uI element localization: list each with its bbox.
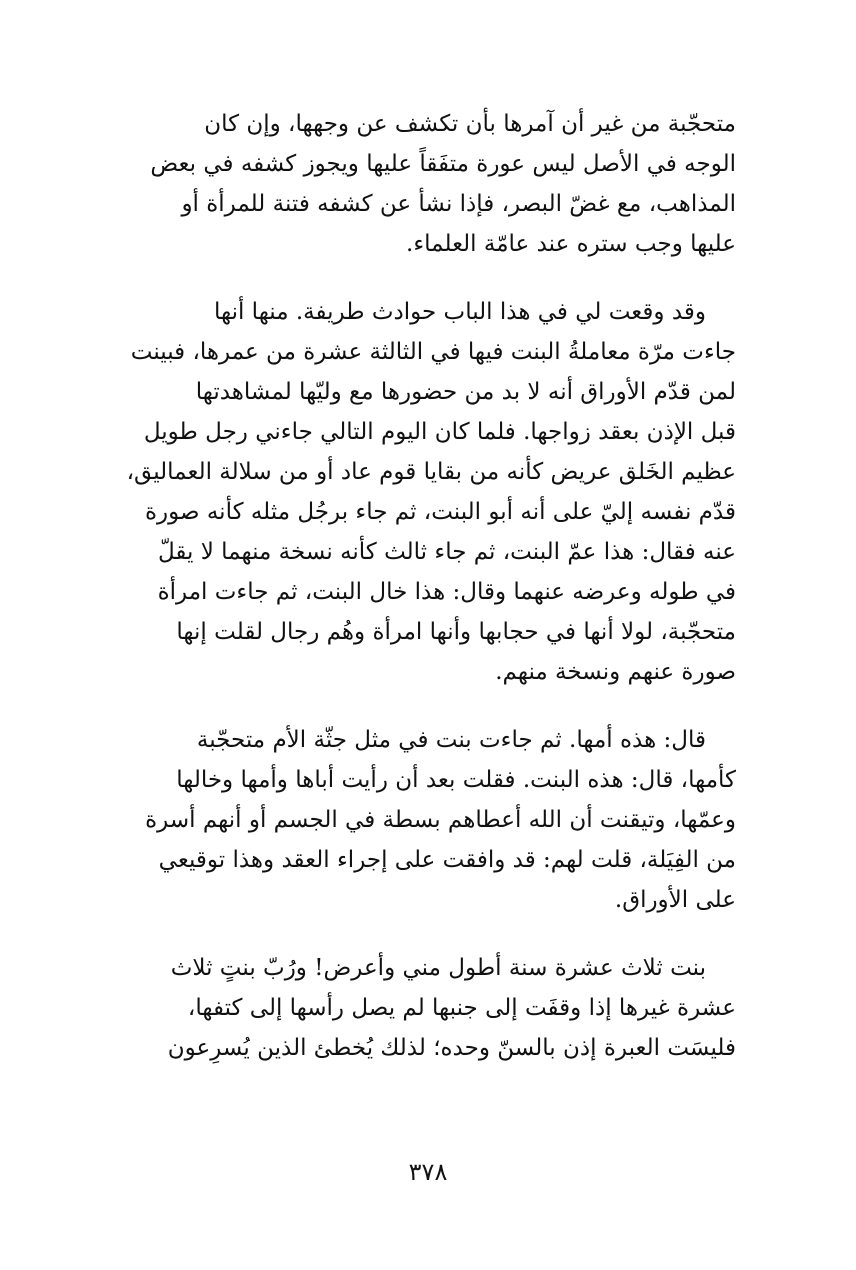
- text-line: كأمها، قال: هذه البنت. فقلت بعد أن رأيت أباها وأمها وخالها: [176, 767, 736, 793]
- text-line: بنت ثلاث عشرة سنة أطول مني وأعرض! ورُبّ بنتٍ ثلاث: [170, 955, 706, 981]
- text-line: قبل الإذن بعقد زواجها. فلما كان اليوم التالي جاءني رجل طويل: [143, 419, 736, 445]
- text-line: قدّم نفسه إليّ على أنه أبو البنت، ثم جاء برجُل مثله كأنه صورة: [144, 499, 736, 525]
- text-line: عليها وجب ستره عند عامّة العلماء.: [406, 231, 736, 257]
- text-line: وعمّها، وتيقنت أن الله أعطاهم بسطة في الجسم أو أنهم أسرة: [145, 807, 736, 833]
- text-line: متحجّبة، لولا أنها في حجابها وأنها امرأة وهُم رجال لقلت إنها: [176, 619, 736, 645]
- document-body: [118, 104, 736, 1096]
- text-line: في طوله وعرضه عنهما وقال: هذا خال البنت، ثم جاءت امرأة: [157, 579, 736, 605]
- text-line: عنه فقال: هذا عمّ البنت، ثم جاء ثالث كأنه نسخة منهما لا يقلّ: [157, 539, 736, 565]
- text-line: فليسَت العبرة إذن بالسنّ وحده؛ لذلك يُخطئ الذين يُسرِعون: [167, 1035, 736, 1061]
- text-line: المذاهب، مع غضّ البصر، فإذا نشأ عن كشفه فتنة للمرأة أو: [181, 191, 736, 217]
- text-line: الوجه في الأصل ليس عورة متفَقاً عليها ويجوز كشفه في بعض: [150, 151, 736, 177]
- text-line: عشرة غيرها إذا وقفَت إلى جنبها لم يصل رأسها إلى كتفها،: [187, 995, 736, 1021]
- page-number: ٣٧٨: [408, 1158, 448, 1186]
- text-line: قال: هذه أمها. ثم جاءت بنت في مثل جثّة الأم متحجّبة: [196, 727, 706, 753]
- paragraph-2: [118, 292, 736, 692]
- text-line: لمن قدّم الأوراق أنه لا بد من حضورها مع وليّها لمشاهدتها: [195, 379, 736, 405]
- text-line: على الأوراق.: [614, 887, 736, 913]
- paragraph-3: [118, 720, 736, 920]
- text-line: متحجّبة من غير أن آمرها بأن تكشف عن وجهها، وإن كان: [204, 111, 736, 137]
- text-line: صورة عنهم ونسخة منهم.: [495, 659, 736, 685]
- paragraph-4: [118, 948, 736, 1068]
- text-line: جاءت مرّة معاملةُ البنت فيها في الثالثة عشرة من عمرها، فبينت: [130, 339, 736, 365]
- paragraph-1: [118, 104, 736, 264]
- text-line: عظيم الخَلق عريض كأنه من بقايا قوم عاد أو من سلالة العماليق،: [126, 459, 736, 485]
- text-line: من الفِيَلة، قلت لهم: قد وافقت على إجراء العقد وهذا توقيعي: [158, 847, 736, 873]
- text-line: وقد وقعت لي في هذا الباب حوادث طريفة. منها أنها: [213, 299, 706, 325]
